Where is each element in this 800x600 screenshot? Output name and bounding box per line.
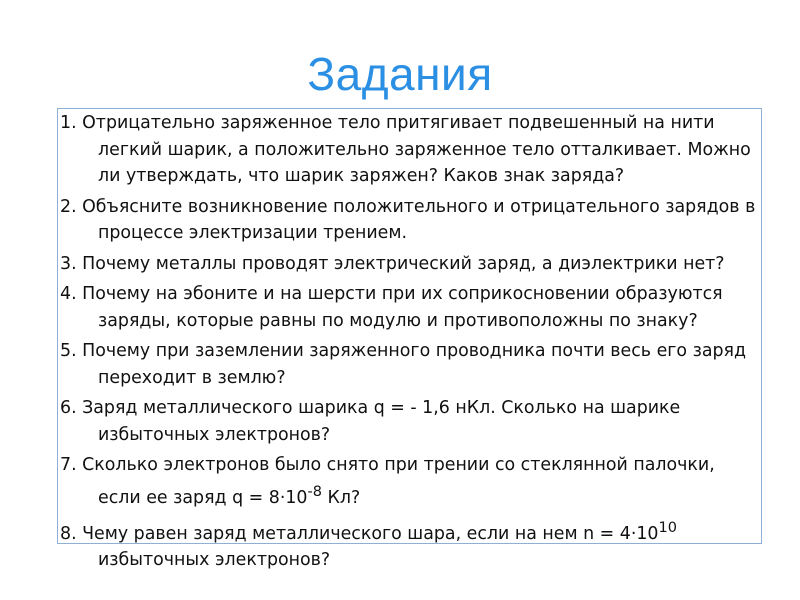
- task-text-end: Кл?: [321, 487, 361, 508]
- task-item: [60, 251, 760, 278]
- exponent: -8: [307, 483, 322, 500]
- task-text: 5. Почему при заземлении заряженного проводника почти весь его заряд переходит в землю?: [60, 341, 747, 388]
- task-item: [60, 452, 760, 511]
- tasks-list: [60, 110, 760, 578]
- task-text: 4. Почему на эбоните и на шерсти при их соприкосновении образуются заряды, которые равны по модулю и противоположны по знаку?: [60, 284, 723, 331]
- task-item: [60, 338, 760, 391]
- task-text-end: избыточных электронов?: [98, 550, 331, 571]
- task-text: 1. Отрицательно заряженное тело притягивает подвешенный на нити легкий шарик, а положительно заряженное тело отталкивает. Можно ли утверждать, что шарик заряжен? Каков знак заряда?: [60, 113, 751, 186]
- task-text: 8. Чему равен заряд металлического шара, если на нем n = 4·10: [60, 523, 659, 544]
- task-item: [60, 110, 760, 190]
- task-text: 7. Сколько электронов было снято при трении со стеклянной палочки, если ее заряд q = 8·10: [60, 455, 715, 508]
- exponent: 10: [658, 519, 677, 536]
- task-item: [60, 395, 760, 448]
- task-item: [60, 281, 760, 334]
- task-text: 6. Заряд металлического шарика q = - 1,6 нКл. Сколько на шарике избыточных электронов?: [60, 398, 681, 445]
- task-text: 2. Объясните возникновение положительного и отрицательного зарядов в процессе электризации трением.: [60, 196, 756, 243]
- task-item: [60, 194, 760, 247]
- page-title: Задания: [307, 48, 493, 100]
- task-text: 3. Почему металлы проводят электрический заряд, а диэлектрики нет?: [60, 253, 725, 274]
- task-item: [60, 515, 760, 574]
